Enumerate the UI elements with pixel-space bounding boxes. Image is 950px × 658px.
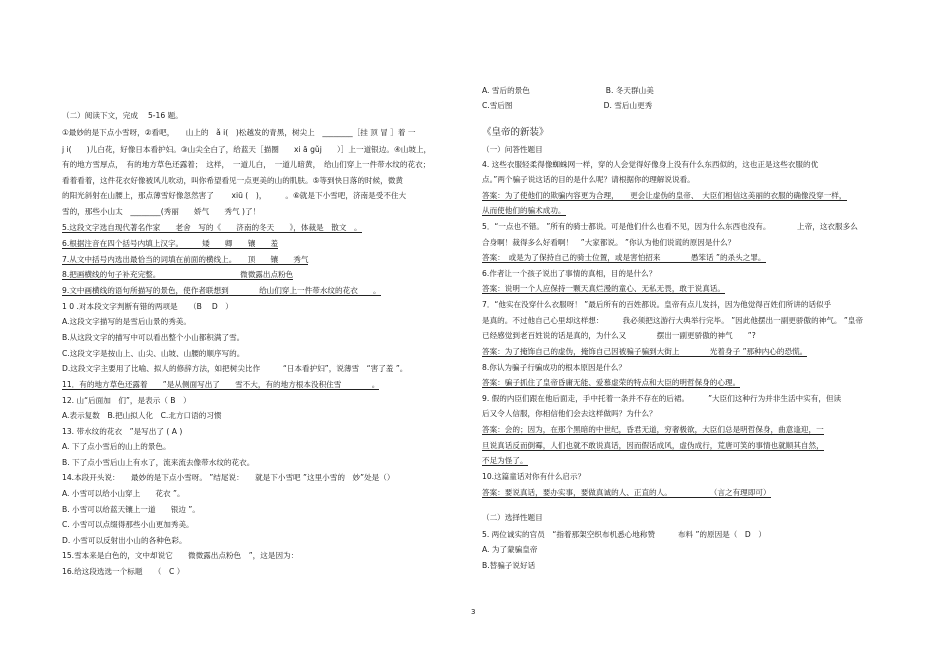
text-line: C. 小雪可以点缀得那些小山更加秀美。: [62, 520, 194, 529]
text-line: 10.这篇童话对你有什么启示？: [482, 472, 586, 481]
text-line: （二）阅读下文，完成 5-16 题。: [62, 111, 183, 120]
text-line: 后又令人信服，你相信他们会去这样做吗？为什么？: [482, 409, 657, 418]
text-line: A. 下了点小雪后的山上的景色。: [62, 442, 171, 451]
text-line: j i( )儿白花，好像日本看护妇。③山尖全白了，给蓝天［描圈 xi ā gǔj ）］上一道银边。④山坡上，: [62, 145, 432, 154]
text-line: 4. 这些衣服轻柔得像蜘蛛网一样，穿的人会觉得好像身上没有什么东西似的，这也正是这些衣服的优: [482, 160, 819, 169]
text-line: 6.根据注音在四个括号内填上汉字。 矮 卿 镶 羞: [62, 239, 279, 248]
text-line: 答案：会的；因为，在那个黑暗的中世纪，昏君无道，穷奢极欲，大臣们总是明哲保身，曲意逢迎，一: [482, 425, 824, 434]
text-line: B.替骗子说好话: [482, 561, 536, 570]
text-line: C.雪后图 D. 雪后山更秀: [482, 101, 653, 110]
text-line: 15.雪本来是白色的，文中却说它 微微露出点粉色 ”，这是因为：: [62, 551, 299, 560]
text-line: 5.这段文字选自现代著名作家 老舍 写的《 济南的冬天 》，体裁是 散文 。: [62, 223, 362, 232]
text-line: A. 小雪可以给小山穿上 花衣 ”。: [62, 489, 185, 498]
text-line: 点。”两个骗子说这话的目的是什么呢？请根据你的理解说说看。: [482, 175, 695, 184]
text-line: A.表示复数 B.把山拟人化 C.北方口语的习惯: [62, 411, 222, 420]
text-line: A.这段文字描写的是雪后山景的秀美。: [62, 317, 191, 326]
text-line: 合身啊！裁得多么好看啊！ ”大家都说。 ”你认为他们说谎的原因是什么？: [482, 238, 736, 247]
text-line: B. 下了点小雪后山上有水了，流来流去像带水纹的花衣。: [62, 458, 255, 467]
text-line: 6.作者让一个孩子说出了事情的真相，目的是什么？: [482, 269, 657, 278]
text-line: （二）选择性题目: [482, 513, 543, 522]
text-line: 8.把画横线的句子补充完整。 微微露出点粉色: [62, 270, 294, 279]
text-line: 答案：为了掩饰自己的虚伪，掩饰自己因被骗子骗到大街上 光着身子 ”那种内心的恐慌。: [482, 347, 808, 356]
text-line: 是真的。不过他自己心里却这样想： 我必须把这游行大典举行完毕。 ”因此他摆出一副更骄傲的神气。 ”皇帝: [482, 316, 863, 325]
text-line: 8.你认为骗子行骗成功的根本原因是什么？: [482, 363, 626, 372]
text-line: B.从这段文字的描写中可以看出整个小山都积满了雪。: [62, 333, 245, 342]
text-line: 雪的，那些小山太 ________(秀丽 娇气 秀气 )了！: [62, 207, 261, 216]
text-line: 看着看着，这件花衣好像被风儿吹动，叫你希望看见一点更美的山的肌肤。⑤等到快日落的时候，微黄: [62, 176, 403, 185]
text-line: 7．“他实在没穿什么衣服呀！ ”最后所有的百姓都说。皇帝有点儿发抖，因为他觉得百姓们所讲的话似乎: [482, 300, 832, 309]
text-line: 《皇帝的新装》: [482, 127, 549, 138]
text-line: D. 小雪可以反射出小山的各种色彩。: [62, 536, 187, 545]
text-line: 16.给这段选选一个标题 （ C ）: [62, 567, 185, 576]
text-line: A. 雪后的景色 B. 冬天群山美: [482, 86, 654, 95]
text-line: 9.文中画横线的语句所描写的景色，使作者联想到 给山们穿上一件带水纹的花衣 。: [62, 286, 381, 295]
text-line: 14.本段开头说： 最妙的是下点小雪呀。 ”结尾说： 就是下小雪吧 ”这里小雪的 妙”处是（）: [62, 473, 395, 482]
text-line: 有的地方雪厚点， 有的地方草色还露着； 这样， 一道儿白， 一道儿暗黄， 给山们穿上一件带水纹的花衣；: [62, 160, 431, 169]
text-line: 12. 山“后面加 们”，是表示（ B ）: [62, 396, 191, 405]
text-line: B. 小雪可以给蓝天镶上一道 银边 ”。: [62, 505, 200, 514]
text-line: C.这段文字是按山上、山尖、山坡、山腰的顺序写的。: [62, 349, 245, 358]
text-line: 已经感觉到老百姓说的话是真的，为什么又 摆出一副更骄傲的神气 ”?: [482, 331, 756, 340]
text-line: 13. 带水纹的花衣 ”是写出了 ( A ): [62, 427, 183, 436]
text-line: 答案：为了使他们的欺骗内容更为合理， 更会让虚伪的皇帝、 大臣们相信这美丽的衣服的确像没穿一样，: [482, 191, 847, 200]
text-line: 答案： 或是为了保持自己的骑士位置，或是害怕招来 愚笨话 ”的杀头之罪。: [482, 253, 766, 262]
text-line: 7.从文中括号内选出最恰当的词填在前面的横线上。 顶 镶 秀气: [62, 255, 309, 264]
text-line: 的阳光斜射在山腰上，那点薄雪好像忽然害了 xiū ( )， 。⑥就是下小雪吧，济南是受不住大: [62, 191, 407, 200]
text-line: 答案：要说真话，要办实事，要做真诚的人、正直的人。 （言之有理即可）: [482, 488, 771, 497]
text-line: 5．“一点也不错。 ”所有的骑士都说。可是他们什么也看不见，因为什么东西也没有。 上帝，这衣服多么: [482, 222, 858, 231]
page-number: 3: [471, 608, 476, 616]
text-line: 答案：说明一个人应保持一颗天真烂漫的童心、无私无畏，敢于说真话。: [482, 284, 725, 293]
text-line: 9. 假的内臣们跟在他后面走，手中托着一条并不存在的后裙。 ”大臣们这种行为并非生活中实有，但读: [482, 394, 842, 403]
text-line: 5. 两位诚实的官员 “指着那架空织布机悉心地称赞 布料 ”的原因是（ D ）: [482, 530, 766, 539]
text-line: 不足为怪了。: [482, 456, 528, 465]
text-line: 1 0 .对本段文字判断有错的两项是 （B D ）: [62, 302, 233, 311]
text-line: 旦说真话反而倒霉，人们也就不敢说真话，因而假话成风，虚伪成行，荒唐可笑的事情也就顺其自然，: [482, 441, 824, 450]
text-line: ①最妙的是下点小雪呀，②看吧， 山上的 ǎ i( )松越发的青黑，树尖上 ________［挂 顶 冒 ］着 一: [62, 128, 416, 137]
text-line: 从而使他们的骗术成功。: [482, 206, 566, 215]
text-line: （一）问答性题目: [482, 145, 543, 154]
text-line: 11．有的地方草色还露着 ”是从侧面写出了 雪不大，有的地方根本没积住雪 。: [62, 380, 380, 389]
text-line: 答案：骗子抓住了皇帝昏庸无能、爱慕虚荣的特点和大臣的明哲保身的心理。: [482, 378, 741, 387]
text-line: A. 为了蒙骗皇帝: [482, 545, 538, 554]
text-line: D.这段文字主要用了比喻、拟人的修辞方法，如把树尖比作 “日本看护妇”，说薄雪 “害了羞 ”。: [62, 364, 408, 373]
